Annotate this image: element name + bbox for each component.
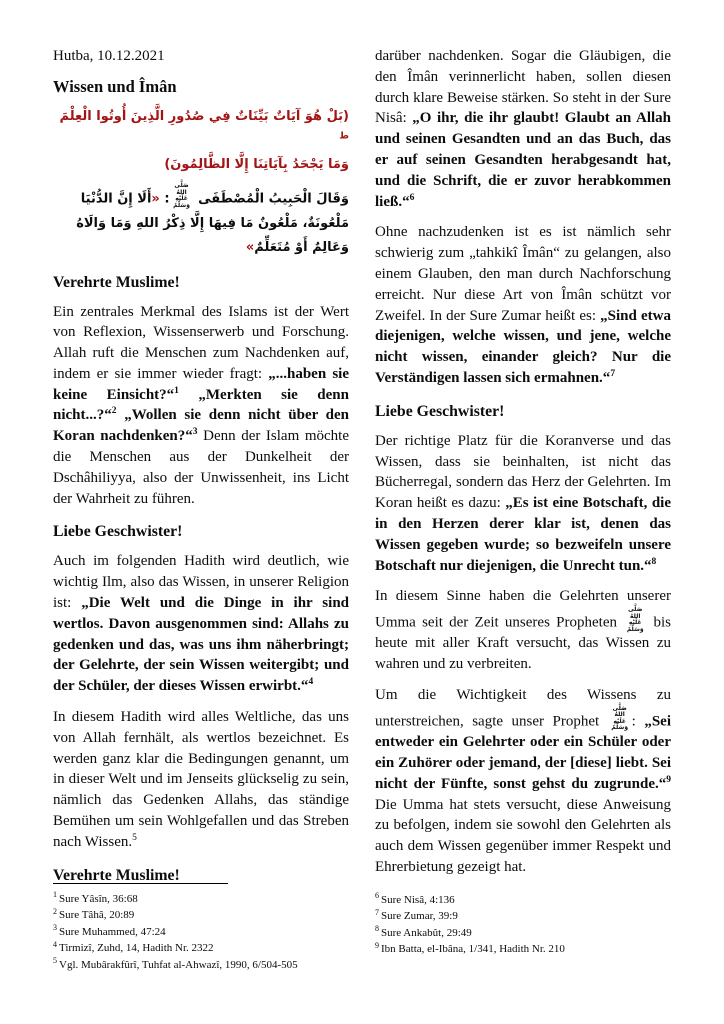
quote-emphasis: „Die Welt und die Dinge in ihr sind wertlos. Davon ausgenommen sind: Allahs zu gedenken und das, was uns ihm näherbringt; der Gelehrte, der sein Wissen weitergibt; und der Schüler, der dieses Wissen erwirbt.“ [53,595,349,695]
text-run: In diesem Hadith wird alles Weltliche, das uns von Allah fernhält, als wertlos bezeichnet. Es werden ganz klar die Bedingungen genannt, um in dieser Welt und im Jenseits glückselig zu sein, nämlich das Gedenken Allahs, das ständige Bemühen um sein Wohlgefallen und das Streben nach Wissen. [53,709,349,850]
paragraph [375,46,671,212]
column-right [375,46,671,1024]
footnote [375,908,671,924]
text-run: Auch im folgenden Hadith wird deutlich, wie wichtig Ilm, also das Wissen, in unserer Religion ist: [53,553,349,612]
footnote-number: 8 [375,924,379,934]
text-run: : [159,191,170,207]
text-run: darüber nachdenken. Sogar die Gläubigen, die den Îmân verinnerlicht haben, sollen diesen durch klare Beweise stärken. So steht in der Sure Nisâ: [375,48,671,127]
footnote [375,892,671,908]
section-heading: Verehrte Muslime! [53,273,180,291]
footnote-marker: 4 [308,677,314,688]
footnote-text: Ibn Batta, el-Ibâna, 1/341, Hadith Nr. 210 [381,943,565,956]
document-date-line: Hutba, 10.12.2021 [53,48,165,64]
footnote-separator [53,883,228,884]
text-run: bis heute mit aller Kraft versucht, das Wissen zu wahren und zu verbreiten. [375,614,671,673]
section-heading: Liebe Geschwister! [375,402,505,420]
footnote-number: 5 [53,955,57,965]
footnote-text: Sure Zumar, 39:9 [381,910,458,923]
text-run: (بَلْ هُوَ آيَاتٌ بَيِّنَاتٌ فِي صُدُورِ الَّذِينَ أُوتُوا الْعِلْمَ [59,109,349,124]
footnote-marker: 2 [111,406,117,417]
paragraph [375,431,671,577]
section-heading: Verehrte Muslime! [53,866,180,880]
text-run: » [245,239,255,255]
footnote-text: Sure Yâsîn, 36:68 [59,893,138,905]
quote-emphasis: „O ihr, die ihr glaubt! Glaubt an Allah und seinen Gesandten und an das Buch, das er auf seinen Gesandten herabgesandt hat, und die Schrift, die er zuvor herabkommen ließ.“ [375,110,671,210]
text-run: Ohne nachzudenken ist es ist nämlich sehr schwierig zum „tahkikî Îmân“ zu gelangen, also einem Glauben, den man durch Nachforschung erreicht. Nur diese Art von Îmân schützt vor Zweifel. In der Sure Zumar heißt es: [375,224,671,324]
footnote [53,891,349,907]
paragraph [375,222,671,388]
footnotes-right [375,883,671,958]
footnote-marker: 7 [610,368,616,379]
text-run: Um die Wichtigkeit des Wissens zu unterstreichen, sagte unser Prophet [375,687,671,730]
footnote-marker: 8 [651,556,657,567]
prophet-salutation: صَلَّى اللهُ عَلَيْهِ وَسَلَّمْ [173,182,190,209]
footnote-number: 3 [53,923,57,933]
text-run: Ein zentrales Merkmal des Islams ist der Wert von Reflexion, Wissenserwerb und Forschung. Allah ruft die Menschen zum Nachdenken auf, indem er sie immer wieder fragt: [53,303,349,382]
footnote-number: 1 [53,890,57,900]
footnote-number: 6 [375,891,379,901]
footnote-marker: 9 [666,774,671,785]
quote-emphasis: „Sind etwa diejenigen, welche wissen, und jene, welche nicht wissen, einander gleich? Nur die Verständigen lassen sich ermahnen.“ [375,307,671,386]
quote-emphasis: „...haben sie keine Einsicht?“ [53,365,349,403]
column-right-body [375,46,671,880]
footnote [375,941,671,957]
footnote-marker: 3 [192,427,198,438]
text-run: « [151,191,160,207]
arabic-hadith [53,183,349,260]
footnote-list [53,891,349,973]
arabic-verse [53,105,349,177]
footnote-text: Sure Nisâ, 4:136 [381,894,455,906]
footnote-marker: 6 [409,192,415,203]
footnote-number: 4 [53,939,57,949]
document-title: Wissen und Îmân [53,77,177,96]
footnote-text: Sure Ankabût, 29:49 [381,926,472,939]
footnote [375,925,671,941]
quote-emphasis: „Wollen sie denn nicht über den Koran nachdenken?“ [53,407,349,445]
section-heading: Liebe Geschwister! [53,523,183,541]
footnote-number: 9 [375,940,379,950]
footnote-marker: 5 [132,832,137,843]
prophet-salutation: صَلَّى اللهُ عَلَيْهِ وَسَلَّمْ [611,704,629,732]
quote-emphasis [179,387,198,403]
footnotes-left [53,883,349,973]
footnote [53,907,349,923]
footnote-marker: ط [339,130,349,142]
column-left [53,46,349,1024]
quote-emphasis: „Sei entweder ein Gelehrter oder ein Schüler oder ein Zuhörer oder jemand, der [diese] liebt. Sei nicht der Fünfte, sonst gehst du zugrunde.“ [375,713,671,792]
text-run: : [631,713,645,730]
footnote-text: Sure Muhammed, 47:24 [59,925,166,938]
text-run: وَمَا يَجْحَدُ بِآيَاتِنَا إِلَّا الظَّالِمُونَ) [164,157,349,172]
quote-emphasis: „Merkten sie denn nicht...?“ [53,386,349,424]
text-run: In diesem Sinne haben die Gelehrten unserer Umma seit der Zeit unseres Propheten [375,588,671,631]
paragraph [375,586,671,675]
prophet-salutation: صَلَّى اللهُ عَلَيْهِ وَسَلَّمْ [626,606,644,633]
footnote-text: Tirmizî, Zuhd, 14, Hadith Nr. 2322 [59,942,214,955]
footnote-number: 2 [53,906,57,916]
text-run: Die Umma hat stets versucht, diese Anweisung zu befolgen, indem sie sowohl den Gelehrten als auch dem Wissen gegenüber immer Respekt und Ehrerbietung gezeigt hat. [375,796,671,875]
footnote [53,940,349,956]
footnote-marker: 1 [174,385,179,396]
footnote-text: Sure Tâhâ, 20:89 [59,909,135,922]
footnote [53,957,349,973]
paragraph [53,707,349,853]
column-left-body [53,46,349,880]
text-run: Denn der Islam möchte die Menschen aus der Dunkelheit der Dschâhiliyya, also der Unwissenheit, ins Licht der Wahrheit zu führen. [53,428,349,507]
footnote-number: 7 [375,907,379,917]
paragraph [53,302,349,510]
footnote-text: Vgl. Mubârakfûrî, Tuhfat al-Ahwazî, 1990, 6/504-505 [59,958,298,971]
text-run: وَقَالَ الْحَبِيبُ الْمُصْطَفَى [193,191,349,207]
footnote [53,924,349,940]
text-run: أَلَا إِنَّ الدُّنْيَا مَلْعُونَةٌ، مَلْعُونٌ مَا فِيهَا إِلَّا ذِكْرُ اللهِ وَمَا وَالَاهُ وَعَالِمٌ أَوْ مُتَعَلِّمٌ [76,191,349,255]
paragraph [375,685,671,878]
quote-emphasis: „Es ist eine Botschaft, die in den Herzen derer klar ist, denen das Wissen gegeben wurde; so bezweifeln unsere Botschaft nur diejenigen, die Unrecht tun.“ [375,495,671,574]
text-run: Der richtige Platz für die Koranverse und das Wissen, dass sie beinhalten, ist nicht das Bücherregal, sondern das Herz der Gelehrten. Im Koran heißt es dazu: [375,432,671,512]
paragraph [53,551,349,697]
footnote-list [375,892,671,958]
